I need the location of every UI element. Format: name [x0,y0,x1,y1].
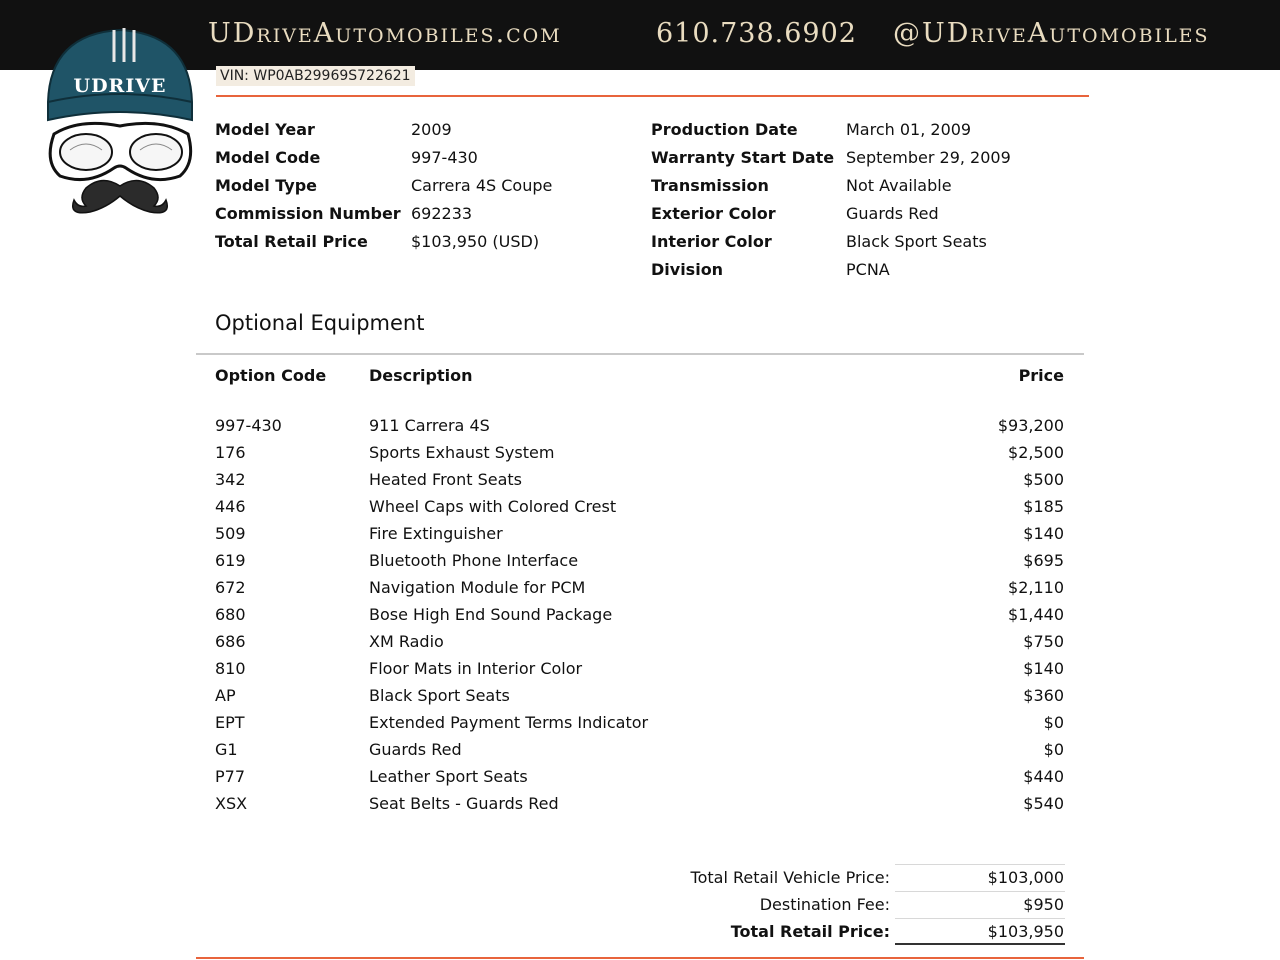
section-divider [196,353,1084,355]
option-code: G1 [215,740,238,759]
column-header-price: Price [1018,366,1064,385]
totals-divider [895,864,1065,865]
option-code: 342 [215,470,246,489]
destination-fee-label: Destination Fee: [759,895,890,914]
total-retail-price-summary-value: $103,950 [987,922,1064,941]
column-header-option-code: Option Code [215,366,327,385]
table-row [0,416,1280,443]
totals-divider [895,918,1065,919]
warranty-start-date-label: Warranty Start Date [651,148,835,167]
option-description: Heated Front Seats [369,470,523,489]
table-row [0,470,1280,497]
interior-color-label: Interior Color [651,232,772,251]
table-row [0,794,1280,821]
option-description: Extended Payment Terms Indicator [369,713,649,732]
option-code: 446 [215,497,246,516]
exterior-color-label: Exterior Color [651,204,776,223]
option-code: 176 [215,443,246,462]
option-price: $140 [1023,524,1064,543]
model-year-value: 2009 [411,120,452,139]
exterior-color-value: Guards Red [846,204,939,223]
table-row [0,713,1280,740]
commission-number-label: Commission Number [215,204,401,223]
table-row [0,659,1280,686]
model-code-value: 997-430 [411,148,478,167]
table-row [0,686,1280,713]
option-price: $500 [1023,470,1064,489]
option-code: AP [215,686,236,705]
option-code: 810 [215,659,246,678]
option-price: $93,200 [997,416,1064,435]
option-price: $540 [1023,794,1064,813]
option-description: XM Radio [369,632,444,651]
total-retail-price-summary-label: Total Retail Price: [730,922,890,941]
option-description: Bose High End Sound Package [369,605,613,624]
model-type-value: Carrera 4S Coupe [411,176,553,195]
option-price: $360 [1023,686,1064,705]
social-handle[interactable]: @UDriveAutomobiles [893,18,1210,49]
division-value: PCNA [846,260,890,279]
warranty-start-date-value: September 29, 2009 [846,148,1011,167]
model-code-label: Model Code [215,148,321,167]
table-row [0,551,1280,578]
transmission-value: Not Available [846,176,952,195]
option-description: Seat Belts - Guards Red [369,794,559,813]
option-code: 680 [215,605,246,624]
option-price: $2,110 [1008,578,1064,597]
option-price: $140 [1023,659,1064,678]
option-price: $750 [1023,632,1064,651]
option-code: P77 [215,767,246,786]
option-description: Guards Red [369,740,462,759]
option-description: 911 Carrera 4S [369,416,490,435]
website-link[interactable]: UDriveAutomobiles.com [208,18,562,49]
option-code: EPT [215,713,245,732]
logo-text: UDRIVE [73,75,167,97]
option-description: Fire Extinguisher [369,524,503,543]
option-description: Black Sport Seats [369,686,510,705]
totals-underline [895,943,1065,945]
transmission-label: Transmission [651,176,769,195]
table-row [0,767,1280,794]
production-date-label: Production Date [651,120,798,139]
option-price: $695 [1023,551,1064,570]
table-row [0,632,1280,659]
option-description: Sports Exhaust System [369,443,555,462]
footer-divider [196,957,1084,959]
table-row [0,524,1280,551]
option-description: Wheel Caps with Colored Crest [369,497,617,516]
option-price: $440 [1023,767,1064,786]
commission-number-value: 692233 [411,204,473,223]
option-code: 509 [215,524,246,543]
table-row [0,497,1280,524]
table-row [0,578,1280,605]
interior-color-value: Black Sport Seats [846,232,987,251]
total-vehicle-price-value: $103,000 [987,868,1064,887]
option-code: 619 [215,551,246,570]
total-retail-price-value: $103,950 (USD) [411,232,540,251]
column-header-description: Description [369,366,473,385]
table-row [0,740,1280,767]
production-date-value: March 01, 2009 [846,120,972,139]
option-price: $0 [1043,713,1064,732]
total-vehicle-price-label: Total Retail Vehicle Price: [690,868,890,887]
model-type-label: Model Type [215,176,318,195]
option-code: 686 [215,632,246,651]
option-code: XSX [215,794,248,813]
option-price: $0 [1043,740,1064,759]
option-price: $1,440 [1008,605,1064,624]
option-description: Floor Mats in Interior Color [369,659,583,678]
option-code: 672 [215,578,246,597]
total-retail-price-label: Total Retail Price [215,232,368,251]
phone-number[interactable]: 610.738.6902 [656,18,857,49]
table-row [0,443,1280,470]
totals-divider [895,891,1065,892]
option-price: $185 [1023,497,1064,516]
option-price: $2,500 [1008,443,1064,462]
option-description: Navigation Module for PCM [369,578,586,597]
model-year-label: Model Year [215,120,315,139]
option-description: Leather Sport Seats [369,767,528,786]
option-description: Bluetooth Phone Interface [369,551,579,570]
vin-label: VIN: WP0AB29969S722621 [216,66,415,86]
table-row [0,605,1280,632]
section-title: Optional Equipment [215,311,425,335]
udrive-logo [40,22,200,217]
header-divider [216,95,1089,97]
division-label: Division [651,260,724,279]
option-code: 997-430 [215,416,282,435]
destination-fee-value: $950 [1023,895,1064,914]
